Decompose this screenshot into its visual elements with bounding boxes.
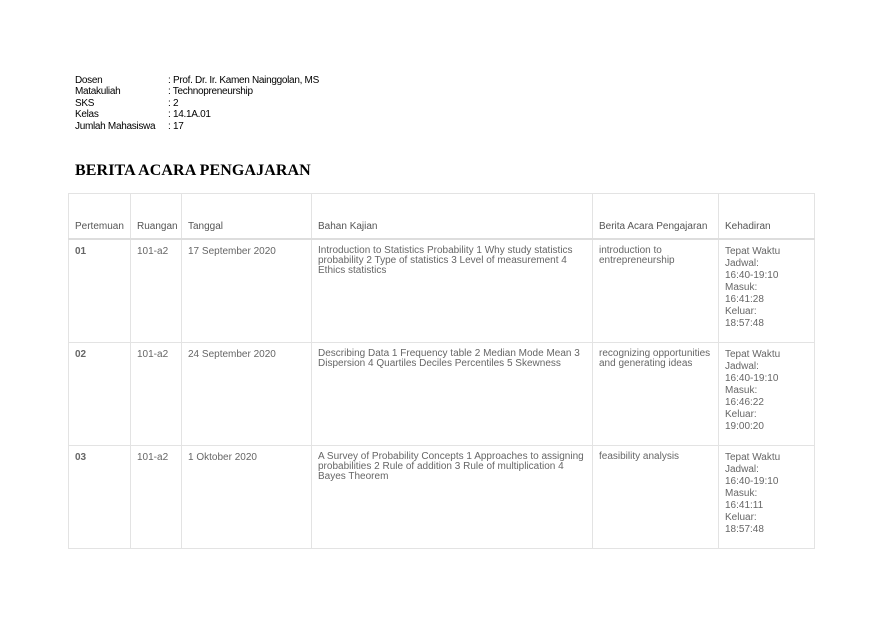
table-row (69, 343, 815, 446)
attendance-keluar: 18:57:48 (725, 524, 764, 535)
attendance-keluar: 19:00:20 (725, 421, 764, 432)
info-value: : 2 (168, 97, 179, 109)
info-row-dosen (75, 75, 319, 86)
cell-ruangan: 101-a2 (131, 239, 182, 343)
cell-berita-acara: recognizing opportunities and generating ideas (593, 343, 719, 446)
info-label: Matakuliah (75, 86, 121, 98)
cell-kehadiran (719, 446, 815, 549)
cell-kehadiran (719, 343, 815, 446)
info-label: Kelas (75, 109, 99, 121)
cell-pertemuan: 01 (69, 239, 131, 343)
teaching-record-table (68, 193, 815, 549)
cell-ruangan: 101-a2 (131, 343, 182, 446)
header-berita-acara: Berita Acara Pengajaran (593, 194, 719, 240)
info-label: SKS (75, 97, 95, 109)
header-bahan-kajian: Bahan Kajian (312, 194, 593, 240)
attendance-jadwal-label: Jadwal: (725, 258, 759, 269)
cell-kehadiran (719, 239, 815, 343)
attendance-keluar-label: Keluar: (725, 409, 757, 420)
attendance-masuk: 16:41:28 (725, 294, 764, 305)
header-kehadiran: Kehadiran (719, 194, 815, 240)
cell-bahan-kajian: Introduction to Statistics Probability 1 Why study statistics probability 2 Type of statistics 3 Level of measurement 4 Ethics statistics (312, 239, 593, 343)
cell-bahan-kajian: A Survey of Probability Concepts 1 Approaches to assigning probabilities 2 Rule of addition 3 Rule of multiplication 4 Bayes Theorem (312, 446, 593, 549)
table-row (69, 239, 815, 343)
info-row-matakuliah (75, 86, 319, 97)
attendance-masuk-label: Masuk: (725, 385, 758, 396)
cell-tanggal: 17 September 2020 (182, 239, 312, 343)
table-header-row (69, 194, 815, 240)
cell-pertemuan: 02 (69, 343, 131, 446)
course-info (75, 75, 319, 132)
info-row-sks (75, 98, 319, 109)
attendance-masuk-label: Masuk: (725, 282, 758, 293)
page-title: BERITA ACARA PENGAJARAN (75, 162, 311, 179)
info-value: : 14.1A.01 (168, 109, 211, 121)
info-label: Dosen (75, 75, 103, 86)
attendance-status: Tepat Waktu (725, 349, 781, 360)
cell-ruangan: 101-a2 (131, 446, 182, 549)
attendance-keluar-label: Keluar: (725, 512, 757, 523)
info-value: : 17 (168, 120, 184, 132)
attendance-keluar: 18:57:48 (725, 318, 764, 329)
table-row (69, 446, 815, 549)
attendance-masuk: 16:41:11 (725, 500, 764, 511)
cell-tanggal: 1 Oktober 2020 (182, 446, 312, 549)
header-pertemuan: Pertemuan (69, 194, 131, 240)
attendance-jadwal: 16:40-19:10 (725, 270, 779, 281)
info-row-jumlah-mahasiswa (75, 121, 319, 132)
cell-berita-acara: introduction to entrepreneurship (593, 239, 719, 343)
attendance-masuk: 16:46:22 (725, 397, 764, 408)
cell-pertemuan: 03 (69, 446, 131, 549)
attendance-status: Tepat Waktu (725, 246, 781, 257)
attendance-keluar-label: Keluar: (725, 306, 757, 317)
attendance-jadwal: 16:40-19:10 (725, 373, 779, 384)
header-ruangan: Ruangan (131, 194, 182, 240)
info-label: Jumlah Mahasiswa (75, 120, 156, 132)
attendance-jadwal-label: Jadwal: (725, 361, 759, 372)
attendance-masuk-label: Masuk: (725, 488, 758, 499)
info-row-kelas (75, 109, 319, 120)
cell-bahan-kajian: Describing Data 1 Frequency table 2 Median Mode Mean 3 Dispersion 4 Quartiles Deciles Percentiles 5 Skewness (312, 343, 593, 446)
attendance-jadwal: 16:40-19:10 (725, 476, 779, 487)
cell-tanggal: 24 September 2020 (182, 343, 312, 446)
info-value: : Prof. Dr. Ir. Kamen Nainggolan, MS (168, 75, 319, 86)
attendance-status: Tepat Waktu (725, 452, 781, 463)
cell-berita-acara: feasibility analysis (593, 446, 719, 549)
info-value: : Technopreneurship (168, 86, 253, 98)
attendance-jadwal-label: Jadwal: (725, 464, 759, 475)
header-tanggal: Tanggal (182, 194, 312, 240)
